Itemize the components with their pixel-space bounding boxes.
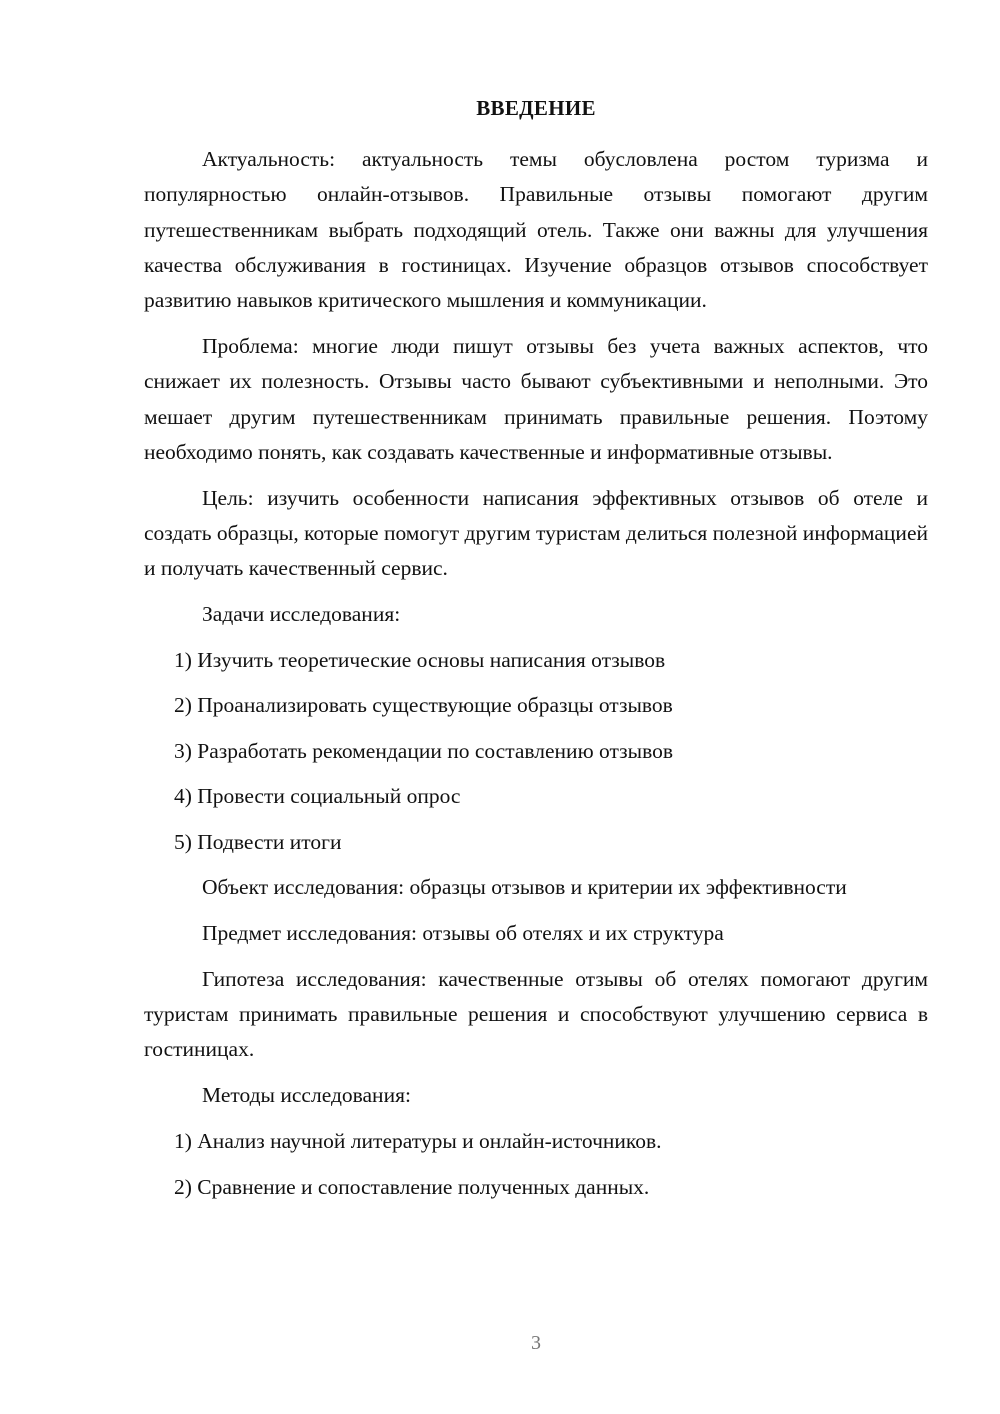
tasks-heading: Задачи исследования:: [202, 602, 401, 627]
page-title: ВВЕДЕНИЕ: [476, 96, 596, 120]
task-item-4: 4) Провести социальный опрос: [174, 784, 461, 809]
paragraph-subject: Предмет исследования: отзывы об отелях и их структура: [202, 921, 724, 946]
paragraph-relevance: Актуальность: актуальность темы обусловлена ростом туризма и популярностью онлайн-отзывов. Правильные отзывы помогают другим путешественникам выбрать подходящий отель. Также они важны для улучшения качества обслуживания в гостиницах. Изучение образцов отзывов способствует развитию навыков критического мышления и коммуникации.: [144, 147, 928, 313]
task-item-3: 3) Разработать рекомендации по составлению отзывов: [174, 738, 673, 763]
methods-heading: Методы исследования:: [202, 1083, 411, 1108]
task-item-2: 2) Проанализировать существующие образцы отзывов: [174, 693, 673, 718]
task-item-1: 1) Изучить теоретические основы написания отзывов: [174, 647, 666, 672]
document-body: [144, 142, 928, 1215]
paragraph-goal: Цель: изучить особенности написания эффективных отзывов об отеле и создать образцы, которые помогут другим туристам делиться полезной информацией и получать качественный сервис.: [144, 485, 928, 581]
paragraph-problem: Проблема: многие люди пишут отзывы без учета важных аспектов, что снижает их полезность. Отзывы часто бывают субъективными и неполными. Это мешает другим путешественникам принимать правильные решения. Поэтому необходимо понять, как создавать качественные и информативные отзывы.: [144, 333, 928, 464]
page-number: 3: [531, 1332, 541, 1354]
task-item-5: 5) Подвести итоги: [174, 829, 342, 854]
method-item-1: 1) Анализ научной литературы и онлайн-источников.: [174, 1129, 662, 1154]
paragraph-object: Объект исследования: образцы отзывов и критерии их эффективности: [202, 875, 847, 900]
method-item-2: 2) Сравнение и сопоставление полученных данных.: [174, 1174, 650, 1199]
paragraph-hypothesis: Гипотеза исследования: качественные отзывы об отелях помогают другим туристам принимать правильные решения и способствуют улучшению сервиса в гостиницах.: [144, 966, 928, 1062]
